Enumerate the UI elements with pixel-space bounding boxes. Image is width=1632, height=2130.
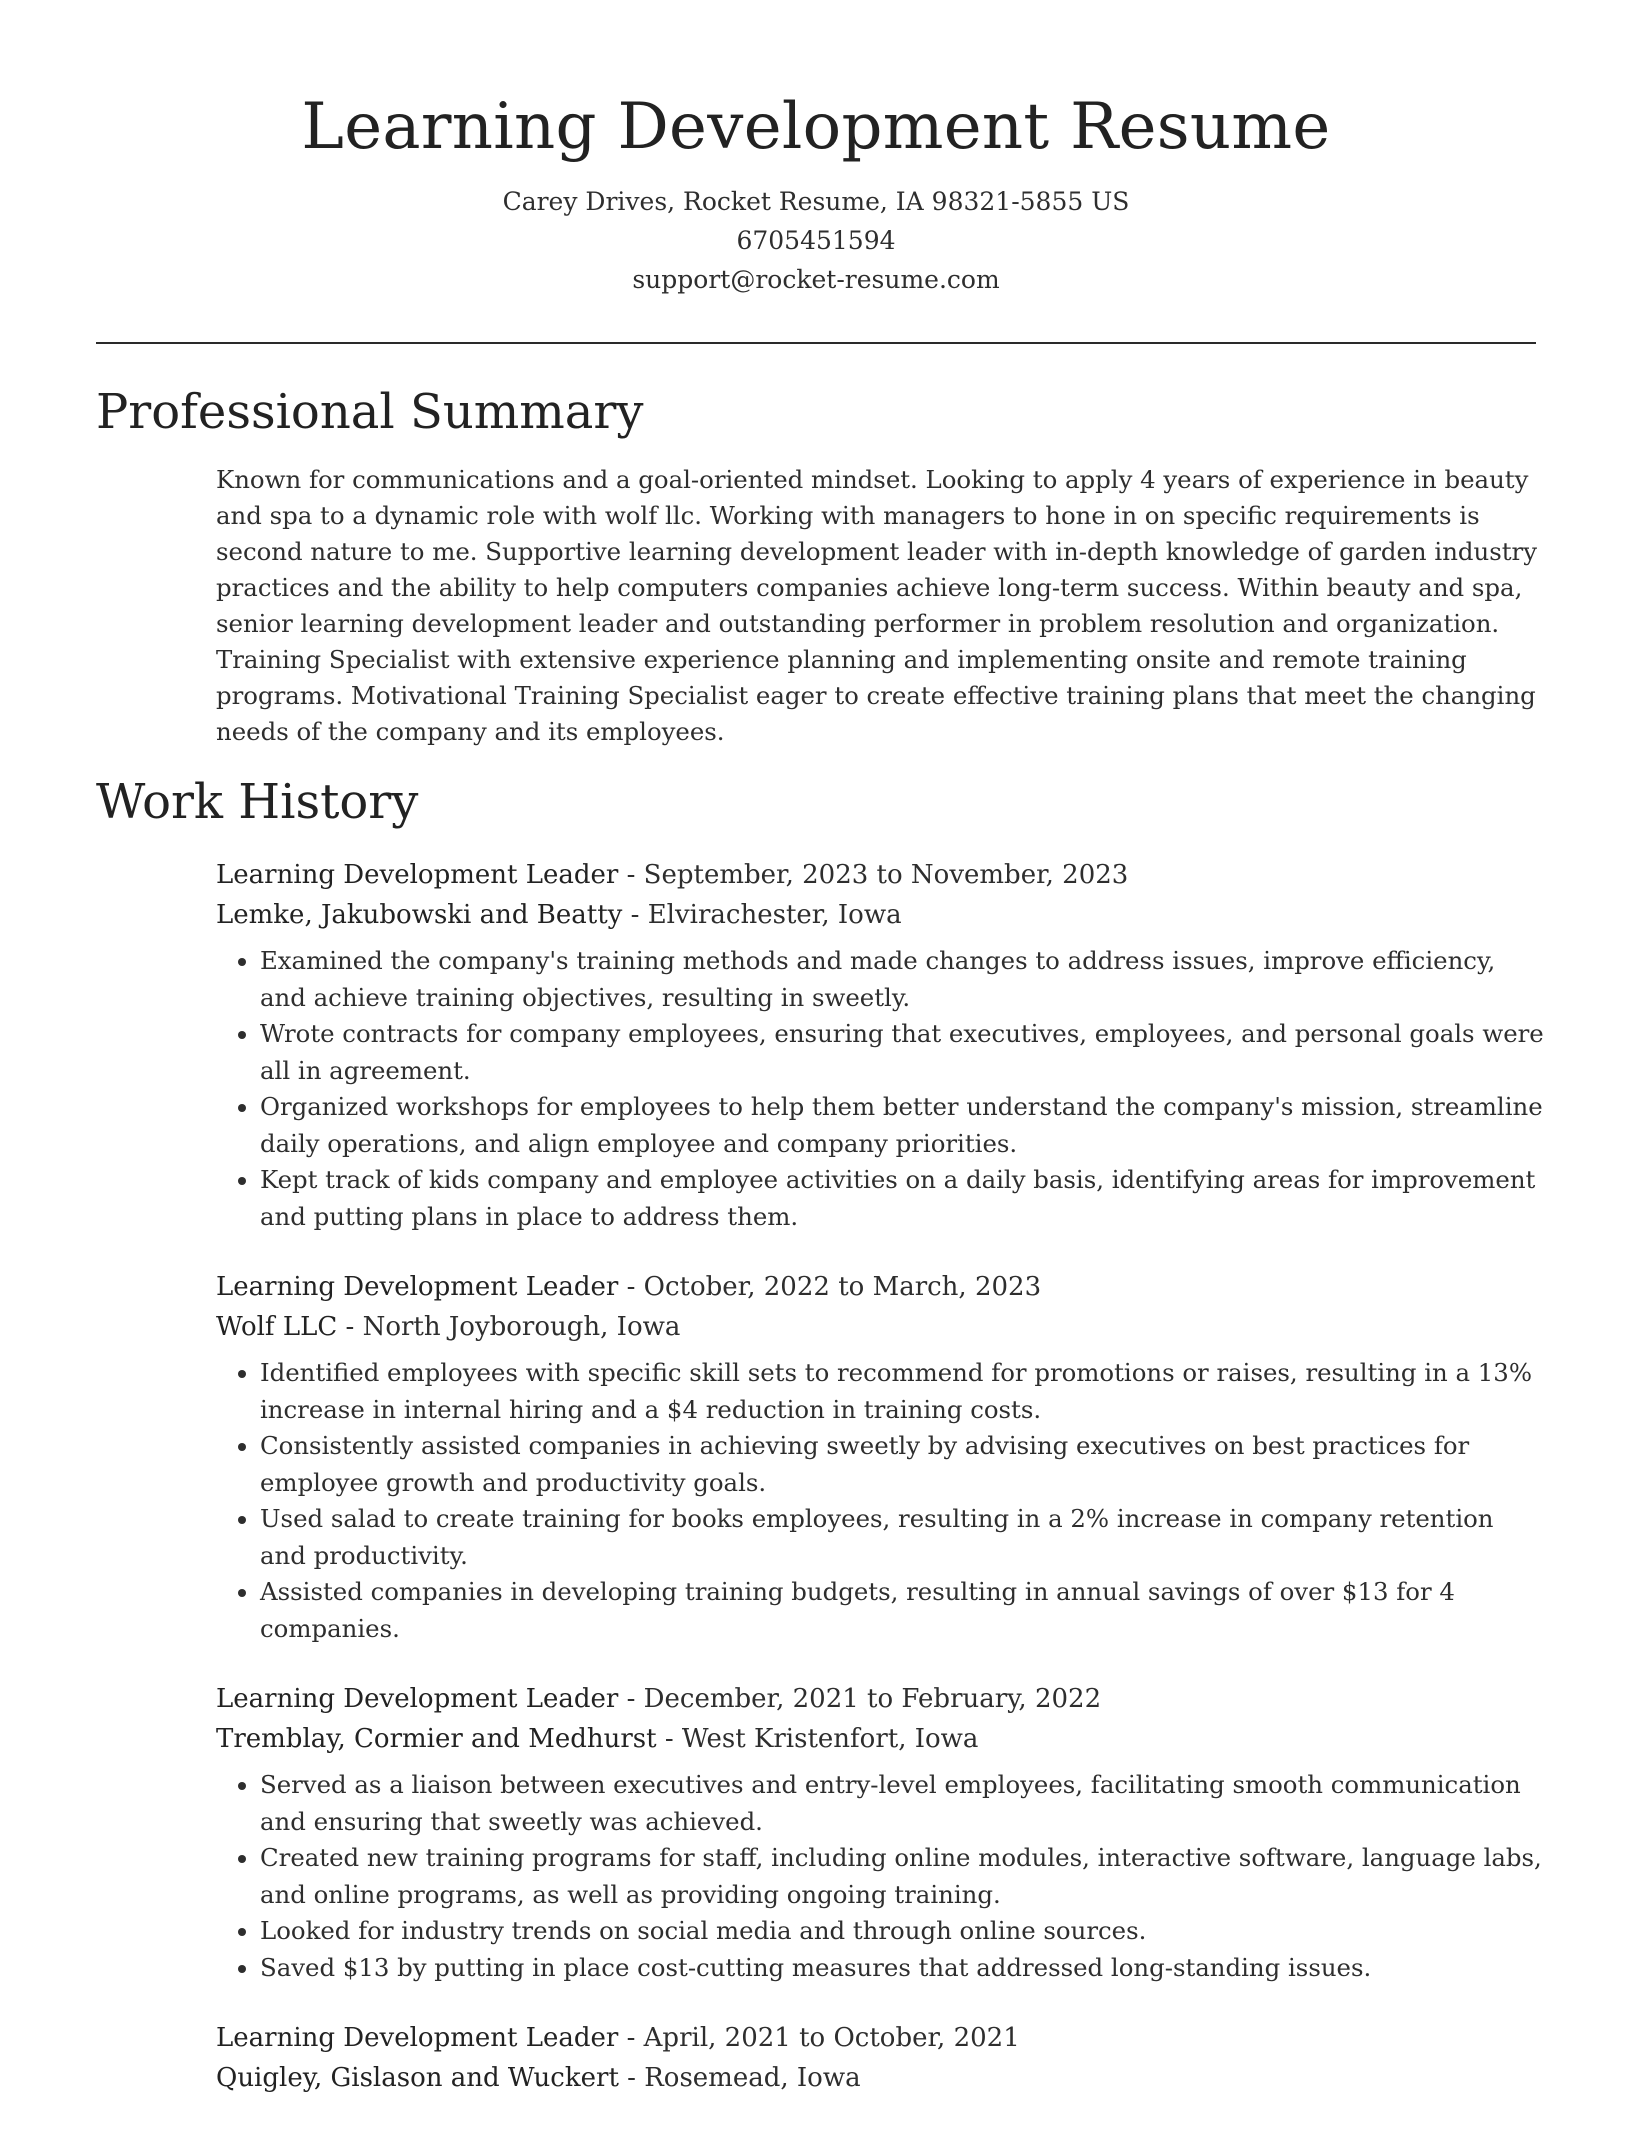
- job-separator: -: [618, 1684, 644, 1714]
- job-dates: October, 2022 to March, 2023: [643, 1272, 1042, 1302]
- job-bullet: • Consistently assisted companies in achieving sweetly by advising executives on best practices for employee growth and productivity goals.: [260, 1428, 1546, 1501]
- job-role: Learning Development Leader: [216, 2023, 619, 2053]
- contact-address: Carey Drives, Rocket Resume, IA 98321-5855 US: [502, 187, 1130, 216]
- job-company-line: [216, 1307, 1546, 1347]
- job-separator: -: [618, 2063, 645, 2093]
- job-location: Elvirachester, Iowa: [647, 900, 902, 930]
- resume-title: Learning Development Resume: [301, 90, 1331, 164]
- job-company-line: [216, 2058, 1546, 2098]
- job-bullet-list: [216, 943, 1546, 1235]
- job-bullet: • Looked for industry trends on social media and through online sources.: [260, 1913, 1546, 1950]
- job-bullet: • Organized workshops for employees to help them better understand the company's mission, streamline daily operations, and align employee and company priorities.: [260, 1089, 1546, 1162]
- job-bullet: • Examined the company's training methods and made changes to address issues, improve efficiency, and achieve training objectives, resulting in sweetly.: [260, 943, 1546, 1016]
- job-entry: [216, 1679, 1546, 1986]
- section-title-work-history: Work History: [96, 774, 419, 830]
- job-bullet: • Kept track of kids company and employee activities on a daily basis, identifying areas for improvement and putting plans in place to address them.: [260, 1162, 1546, 1235]
- job-separator: -: [656, 1724, 682, 1754]
- job-company: Quigley, Gislason and Wuckert: [216, 2063, 619, 2093]
- job-company: Lemke, Jakubowski and Beatty: [216, 900, 623, 930]
- job-bullet: • Created new training programs for staff, including online modules, interactive software, language labs, and online programs, as well as providing ongoing training.: [260, 1840, 1546, 1913]
- job-location: West Kristenfort, Iowa: [681, 1724, 979, 1754]
- job-bullet: • Served as a liaison between executives and entry-level employees, facilitating smooth communication and ensuring that sweetly was achieved.: [260, 1767, 1546, 1840]
- job-separator: -: [622, 900, 648, 930]
- job-title-line: [216, 2018, 1546, 2058]
- job-title-line: [216, 1679, 1546, 1719]
- job-dates: December, 2021 to February, 2022: [643, 1684, 1102, 1714]
- job-bullet: • Saved $13 by putting in place cost-cutting measures that addressed long-standing issues.: [260, 1950, 1546, 1987]
- job-entry: [216, 1267, 1546, 1647]
- header-divider: [96, 342, 1536, 344]
- job-separator: -: [618, 860, 644, 890]
- job-bullet: • Wrote contracts for company employees, ensuring that executives, employees, and personal goals were all in agreement.: [260, 1016, 1546, 1089]
- job-separator: -: [618, 1272, 644, 1302]
- summary-text: Known for communications and a goal-oriented mindset. Looking to apply 4 years of experience in beauty and spa to a dynamic role with wolf llc. Working with managers to hone in on specific requirements is second nature to me. Supportive learning development leader with in-depth knowledge of garden industry practices and the ability to help computers companies achieve long-term success. Within beauty and spa, senior learning development leader and outstanding performer in problem resolution and organization. Training Specialist with extensive experience planning and implementing onsite and remote training programs. Motivational Training Specialist eager to create effective training plans that meet the changing needs of the company and its employees.: [216, 465, 1537, 746]
- job-bullet: • Assisted companies in developing training budgets, resulting in annual savings of over $13 for 4 companies.: [260, 1574, 1546, 1647]
- job-separator: -: [618, 2023, 644, 2053]
- job-role: Learning Development Leader: [216, 1272, 619, 1302]
- resume-header: [0, 0, 1632, 299]
- job-title-line: [216, 855, 1546, 895]
- job-company-line: [216, 895, 1546, 935]
- job-company: Wolf LLC: [216, 1312, 338, 1342]
- work-history-list: [216, 855, 1546, 2130]
- job-dates: April, 2021 to October, 2021: [643, 2023, 1020, 2053]
- job-company: Tremblay, Cormier and Medhurst: [216, 1724, 657, 1754]
- job-entry: [216, 855, 1546, 1235]
- section-title-summary: Professional Summary: [96, 384, 644, 440]
- job-title-line: [216, 1267, 1546, 1307]
- job-bullet-list: [216, 1767, 1546, 1986]
- job-location: Rosemead, Iowa: [644, 2063, 861, 2093]
- job-separator: -: [337, 1312, 363, 1342]
- job-entry: [216, 2018, 1546, 2098]
- job-bullet-list: [216, 1355, 1546, 1647]
- job-role: Learning Development Leader: [216, 1684, 619, 1714]
- job-bullet: • Used salad to create training for books employees, resulting in a 2% increase in company retention and productivity.: [260, 1501, 1546, 1574]
- contact-email: support@rocket-resume.com: [632, 265, 1000, 294]
- job-role: Learning Development Leader: [216, 860, 619, 890]
- job-company-line: [216, 1719, 1546, 1759]
- job-dates: September, 2023 to November, 2023: [643, 860, 1129, 890]
- job-location: North Joyborough, Iowa: [362, 1312, 681, 1342]
- contact-block: [0, 182, 1632, 299]
- contact-phone: 6705451594: [736, 226, 896, 255]
- job-bullet: • Identified employees with specific skill sets to recommend for promotions or raises, resulting in a 13% increase in internal hiring and a $4 reduction in training costs.: [260, 1355, 1546, 1428]
